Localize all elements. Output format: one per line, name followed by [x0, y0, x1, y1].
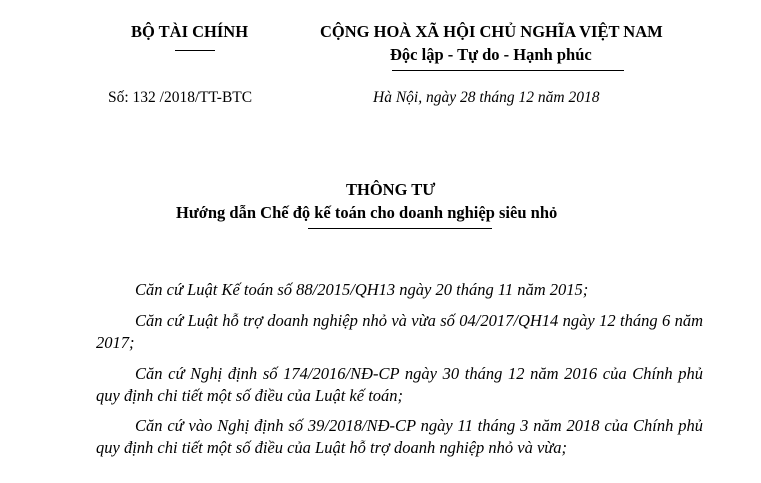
place-and-date: Hà Nội, ngày 28 tháng 12 năm 2018: [373, 89, 600, 106]
document-type: THÔNG TƯ: [346, 180, 436, 199]
legal-basis-paragraph: Căn cứ Nghị định số 174/2016/NĐ-CP ngày 30 tháng 12 năm 2016 của Chính phủ quy định chi tiết một số điều của Luật kế toán;: [96, 364, 703, 405]
subject-underline: [308, 228, 492, 229]
ministry-underline: [175, 50, 215, 51]
legal-basis-paragraph: Căn cứ Luật Kế toán số 88/2015/QH13 ngày 20 tháng 11 năm 2015;: [135, 280, 589, 299]
motto-underline: [392, 70, 624, 71]
legal-basis-paragraph: Căn cứ Luật hỗ trợ doanh nghiệp nhỏ và vừa số 04/2017/QH14 ngày 12 tháng 6 năm 2017;: [96, 311, 703, 352]
country-name: CỘNG HOÀ XÃ HỘI CHỦ NGHĨA VIỆT NAM: [320, 22, 663, 41]
ministry-name: BỘ TÀI CHÍNH: [131, 22, 249, 41]
document-subject: Hướng dẫn Chế độ kế toán cho doanh nghiệp siêu nhỏ: [176, 203, 558, 222]
legal-basis-paragraph: Căn cứ vào Nghị định số 39/2018/NĐ-CP ngày 11 tháng 3 năm 2018 của Chính phủ quy định chi tiết một số điều của Luật hỗ trợ doanh nghiệp nhỏ và vừa;: [96, 416, 703, 457]
document-number: Số: 132 /2018/TT-BTC: [108, 89, 253, 106]
national-motto: Độc lập - Tự do - Hạnh phúc: [390, 45, 592, 64]
